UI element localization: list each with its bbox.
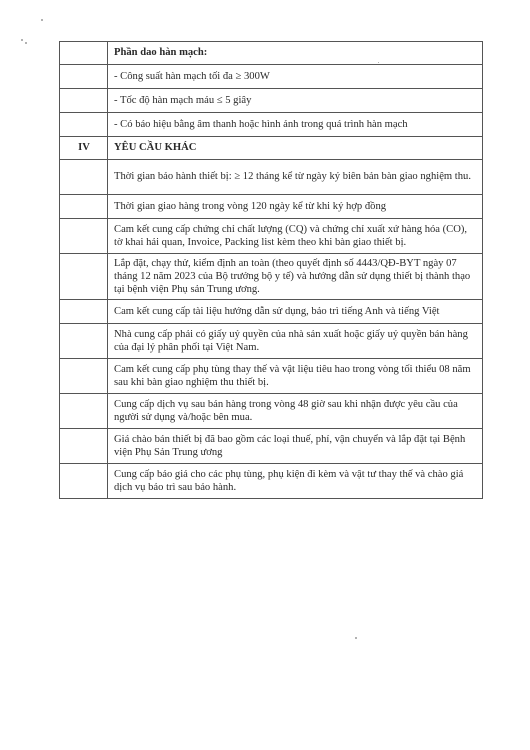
row-number	[60, 464, 108, 499]
table-row	[60, 429, 483, 464]
scan-speck	[25, 42, 27, 44]
row-number	[60, 42, 108, 65]
row-text: Lắp đặt, chạy thử, kiểm định an toàn (theo quyết định số 4443/QĐ-BYT ngày 07 tháng 12 năm 2023 của Bộ trưởng bộ y tế) và hướng dẫn sử dụng thiết bị thành thạo tại bệnh viện Phụ sản Trung ương.	[108, 254, 483, 300]
table-row	[60, 300, 483, 324]
section-number: IV	[60, 137, 108, 160]
row-text: Cam kết cung cấp tài liệu hướng dẫn sử dụng, bảo trì tiếng Anh và tiếng Việt	[108, 300, 483, 324]
row-text: Cung cấp dịch vụ sau bán hàng trong vòng 48 giờ sau khi nhận được yêu cầu của người sử dụng và/hoặc bên mua.	[108, 394, 483, 429]
row-number	[60, 195, 108, 219]
section-heading-cutting: Phần dao hàn mạch:	[108, 42, 483, 65]
row-number	[60, 113, 108, 137]
table-row	[60, 219, 483, 254]
row-text: Thời gian bảo hành thiết bị: ≥ 12 tháng kể từ ngày ký biên bản bàn giao nghiệm thu.	[108, 160, 483, 195]
table-row	[60, 464, 483, 499]
table-row	[60, 89, 483, 113]
row-number	[60, 89, 108, 113]
table-row	[60, 254, 483, 300]
row-number	[60, 254, 108, 300]
table-row	[60, 113, 483, 137]
row-text: - Tốc độ hàn mạch máu ≤ 5 giây	[108, 89, 483, 113]
row-number	[60, 300, 108, 324]
row-text: Thời gian giao hàng trong vòng 120 ngày kể từ khi ký hợp đồng	[108, 195, 483, 219]
table-row	[60, 160, 483, 195]
row-text: - Có báo hiệu bằng âm thanh hoặc hình ảnh trong quá trình hàn mạch	[108, 113, 483, 137]
row-text: Cam kết cung cấp phụ tùng thay thế và vật liệu tiêu hao trong vòng tối thiểu 08 năm sau khi bàn giao nghiệm thu thiết bị.	[108, 359, 483, 394]
table-row	[60, 359, 483, 394]
row-number	[60, 324, 108, 359]
scan-speck	[41, 19, 43, 21]
table-row	[60, 195, 483, 219]
table-row	[60, 137, 483, 160]
table-row	[60, 324, 483, 359]
row-number	[60, 394, 108, 429]
row-number	[60, 359, 108, 394]
row-text: Cam kết cung cấp chứng chỉ chất lượng (CQ) và chứng chỉ xuất xứ hàng hóa (CO), tờ khai hải quan, Invoice, Packing list kèm theo khi bàn giao thiết bị.	[108, 219, 483, 254]
row-text: Nhà cung cấp phải có giấy uỷ quyền của nhà sản xuất hoặc giấy uỷ quyền bán hàng của đại lý phân phối tại Việt Nam.	[108, 324, 483, 359]
scan-speck	[355, 637, 357, 639]
table-row	[60, 42, 483, 65]
row-number	[60, 65, 108, 89]
scan-speck	[21, 39, 23, 41]
row-number	[60, 219, 108, 254]
row-text: Cung cấp báo giá cho các phụ tùng, phụ kiện đi kèm và vật tư thay thế và chào giá dịch vụ bảo trì sau bảo hành.	[108, 464, 483, 499]
row-number	[60, 429, 108, 464]
requirements-table	[59, 41, 483, 499]
row-text: Giá chào bán thiết bị đã bao gồm các loại thuế, phí, vận chuyển và lắp đặt tại Bệnh viện Phụ Sản Trung ương	[108, 429, 483, 464]
table-row	[60, 65, 483, 89]
row-number	[60, 160, 108, 195]
row-text: - Công suất hàn mạch tối đa ≥ 300W	[108, 65, 483, 89]
table-row	[60, 394, 483, 429]
section-heading-other: YÊU CẦU KHÁC	[108, 137, 483, 160]
